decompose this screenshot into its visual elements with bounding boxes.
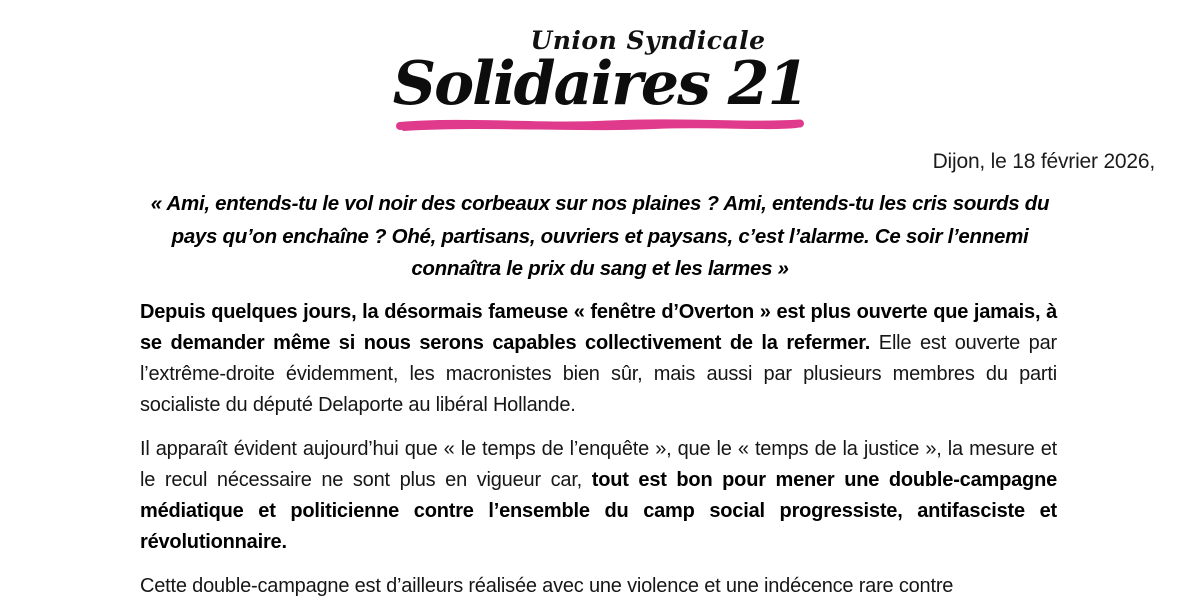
quote-line-3: connaîtra le prix du sang et les larmes »	[411, 257, 789, 280]
paragraph-double-campagne-text: Cette double-campagne est d’ailleurs réalisée avec une violence et une indécence rare contre	[140, 575, 954, 597]
pink-brush-underline	[0, 117, 1200, 138]
quote-line-2: pays qu’on enchaîne ? Ohé, partisans, ouvriers et paysans, c’est l’alarme. Ce soir l’ennemi	[171, 224, 1029, 248]
logo-solidaires-21-text: Solidaires 21	[392, 49, 808, 119]
paragraph-justice-lead: Il apparaît évident aujourd’hui que « le temps de l’enquête », que le « temps de la justice », la mesure et le recul nécessaire ne sont plus en vigueur car,	[140, 438, 1057, 491]
paragraph-justice	[140, 434, 1057, 558]
paragraph-justice-bold-rest: tout est bon pour mener une double-campagne médiatique et politicienne contre l’ensemble du camp social progressiste, antifasciste et révolutionnaire.	[140, 469, 1058, 553]
quote-line-1: « Ami, entends-tu le vol noir des corbeaux sur nos plaines ? Ami, entends-tu les cris sourds du	[150, 192, 1050, 215]
logo	[0, 28, 1200, 138]
paragraph-overton-bold-lead: Depuis quelques jours, la désormais fameuse « fenêtre d’Overton » est plus ouverte que jamais, à se demander même si nous serons capables collectivement de la refermer.	[140, 301, 1057, 354]
paragraph-overton	[140, 297, 1057, 421]
paragraph-double-campagne	[140, 571, 1057, 600]
paragraph-overton-rest: Elle est ouverte par l’extrême-droite évidemment, les macronistes bien sûr, mais aussi par plusieurs membres du parti socialiste du député Delaporte au libéral Hollande.	[140, 332, 1057, 416]
body-text	[140, 297, 1057, 600]
opening-quote	[100, 188, 1100, 286]
date-line: Dijon, le 18 février 2026,	[932, 150, 1155, 173]
logo-union-syndicale-text: Union Syndicale	[530, 26, 766, 55]
